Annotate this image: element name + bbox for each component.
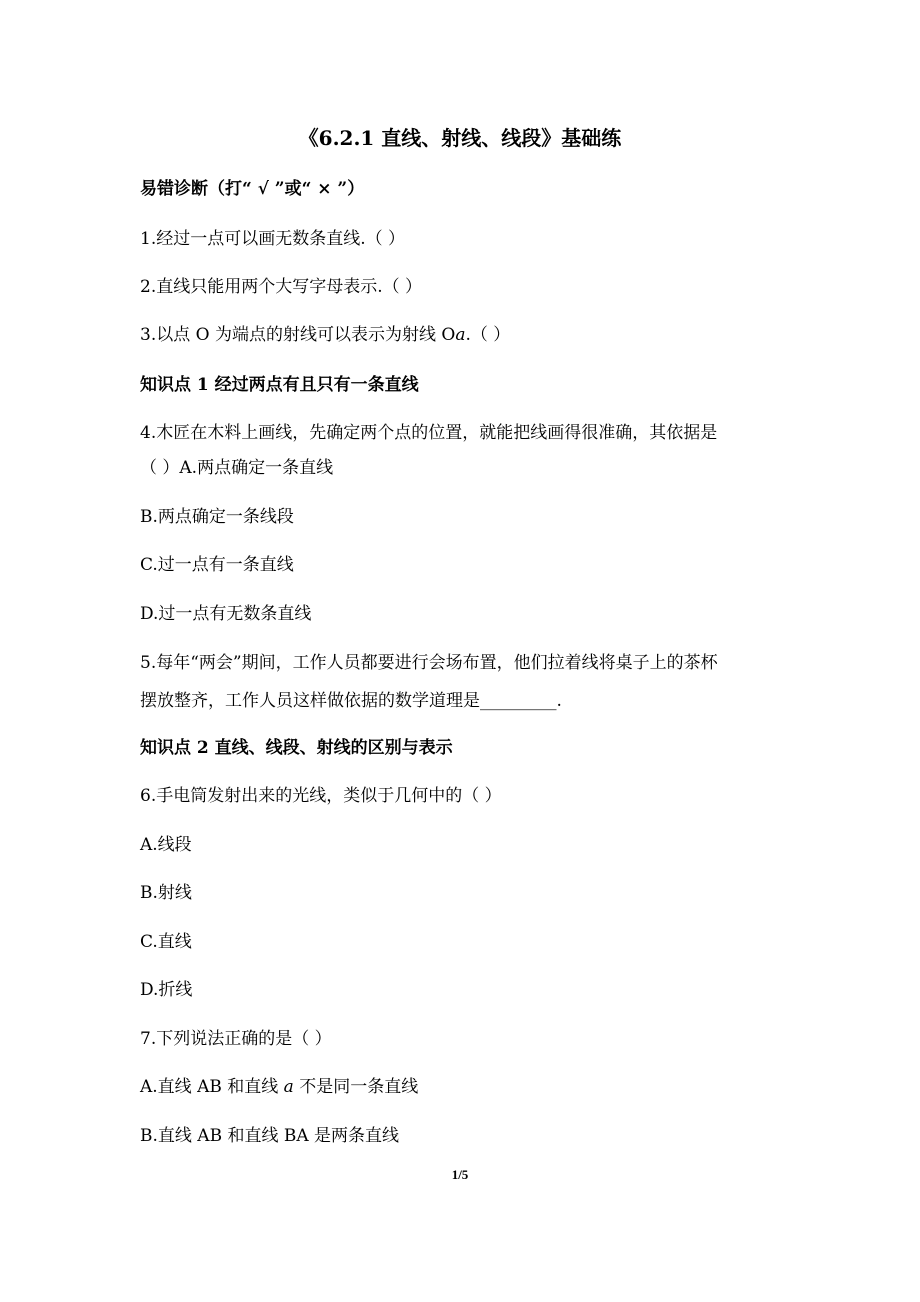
question-4-option-b: B.两点确定一条线段 <box>140 507 294 527</box>
question-7-option-a-text: A.直线 AB 和直线 <box>140 1077 284 1097</box>
question-4-option-c: C.过一点有一条直线 <box>140 555 294 575</box>
question-6-option-b: B.射线 <box>140 883 192 903</box>
question-3-variable: a <box>455 325 466 345</box>
question-2: 2.直线只能用两个大写字母表示.（ ） <box>140 277 423 297</box>
question-7-option-b: B.直线 AB 和直线 BA 是两条直线 <box>140 1126 400 1146</box>
question-6-option-a: A.线段 <box>140 835 192 855</box>
question-7-option-a-suffix: 不是同一条直线 <box>293 1077 419 1097</box>
question-5-line-2: 摆放整齐，工作人员这样做依据的数学道理是_________. <box>140 691 562 711</box>
knowledge-point-2-heading: 知识点 2 直线、线段、射线的区别与表示 <box>140 738 453 758</box>
question-4-line-1: 4.木匠在木料上画线，先确定两个点的位置，就能把线画得很准确，其依据是 <box>140 423 718 443</box>
page-number: 1/5 <box>451 1167 469 1182</box>
question-3-suffix: .（ ） <box>465 325 511 345</box>
knowledge-point-1-heading: 知识点 1 经过两点有且只有一条直线 <box>140 375 419 395</box>
question-7-option-a-variable: a <box>283 1077 294 1097</box>
question-3 <box>140 318 782 352</box>
question-7-option-a <box>140 1070 782 1104</box>
page-title: 《6.2.1 直线、射线、线段》基础练 <box>298 126 622 150</box>
question-3-text: 3.以点 O 为端点的射线可以表示为射线 O <box>140 325 456 345</box>
question-5-line-1: 5.每年“两会”期间，工作人员都要进行会场布置，他们拉着线将桌子上的茶杯 <box>140 653 718 673</box>
question-6-option-d: D.折线 <box>140 980 193 1000</box>
question-7: 7.下列说法正确的是（ ） <box>140 1029 332 1049</box>
question-4-option-d: D.过一点有无数条直线 <box>140 604 312 624</box>
question-6-option-c: C.直线 <box>140 932 192 952</box>
question-4-line-2: （ ）A.两点确定一条直线 <box>140 458 334 478</box>
question-1: 1.经过一点可以画无数条直线.（ ） <box>140 229 406 249</box>
diagnosis-heading: 易错诊断（打“ √ ”或“ × ”） <box>140 179 365 199</box>
question-6: 6.手电筒发射出来的光线，类似于几何中的（ ） <box>140 786 502 806</box>
